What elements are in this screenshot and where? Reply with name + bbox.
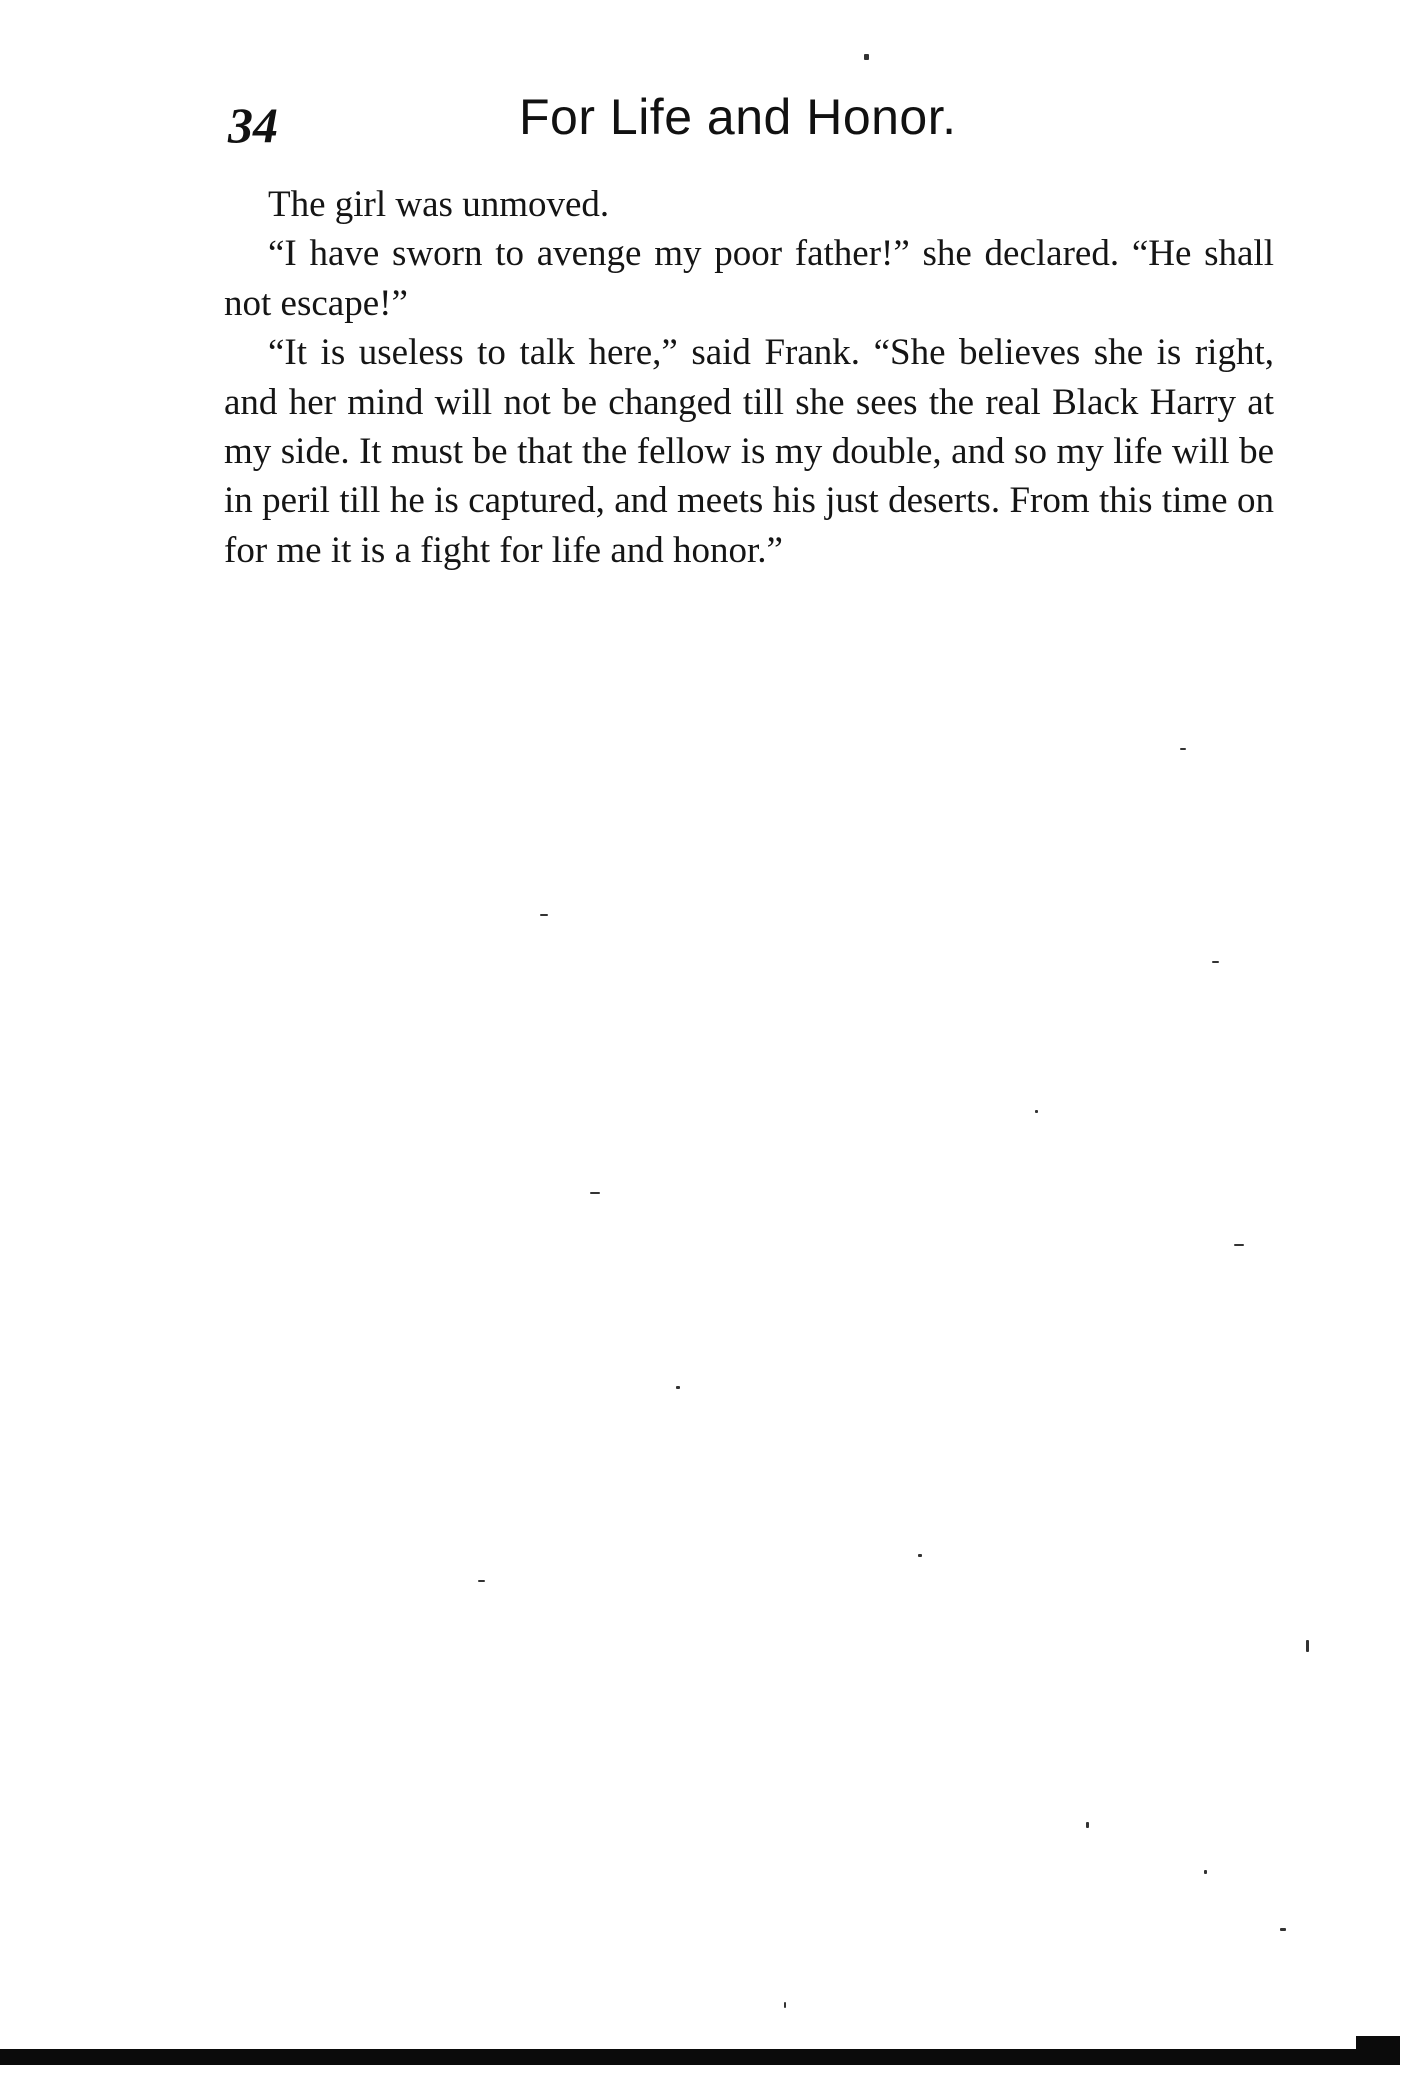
scan-speck	[676, 1386, 680, 1389]
running-title: For Life and Honor.	[519, 89, 957, 145]
bottom-scan-edge	[0, 2049, 1400, 2065]
scan-speck	[918, 1554, 922, 1557]
scan-speck	[1212, 961, 1219, 963]
page-number: 34	[228, 97, 278, 153]
scan-speck	[784, 2002, 786, 2008]
scan-speck	[540, 914, 548, 916]
scan-speck	[1086, 1822, 1089, 1828]
scan-speck	[1306, 1640, 1309, 1652]
paragraph-3: “It is useless to talk here,” said Frank. “She believes she is right, and her mind will not be changed till she sees the real Black Harry at my side. It must be that the fellow is my double, and so my life will be in peril till he is captured, and meets his just deserts. From this time on for me it is a fight for life and honor.”	[224, 332, 1274, 571]
paragraph-2: “I have sworn to avenge my poor father!” she declared. “He shall not escape!”	[224, 233, 1274, 324]
scan-speck	[1180, 748, 1186, 750]
scan-speck	[590, 1192, 600, 1194]
bottom-scan-edge-corner	[1356, 2036, 1400, 2065]
body-text	[224, 180, 1274, 575]
scan-speck	[1234, 1244, 1244, 1246]
scan-speck	[1204, 1870, 1207, 1874]
running-head	[224, 88, 1274, 158]
scan-speck	[478, 1580, 485, 1582]
scan-speck	[1280, 1928, 1286, 1931]
scan-speck	[1035, 1110, 1038, 1113]
paragraph-1: The girl was unmoved.	[268, 184, 610, 225]
scan-speck	[864, 54, 869, 60]
